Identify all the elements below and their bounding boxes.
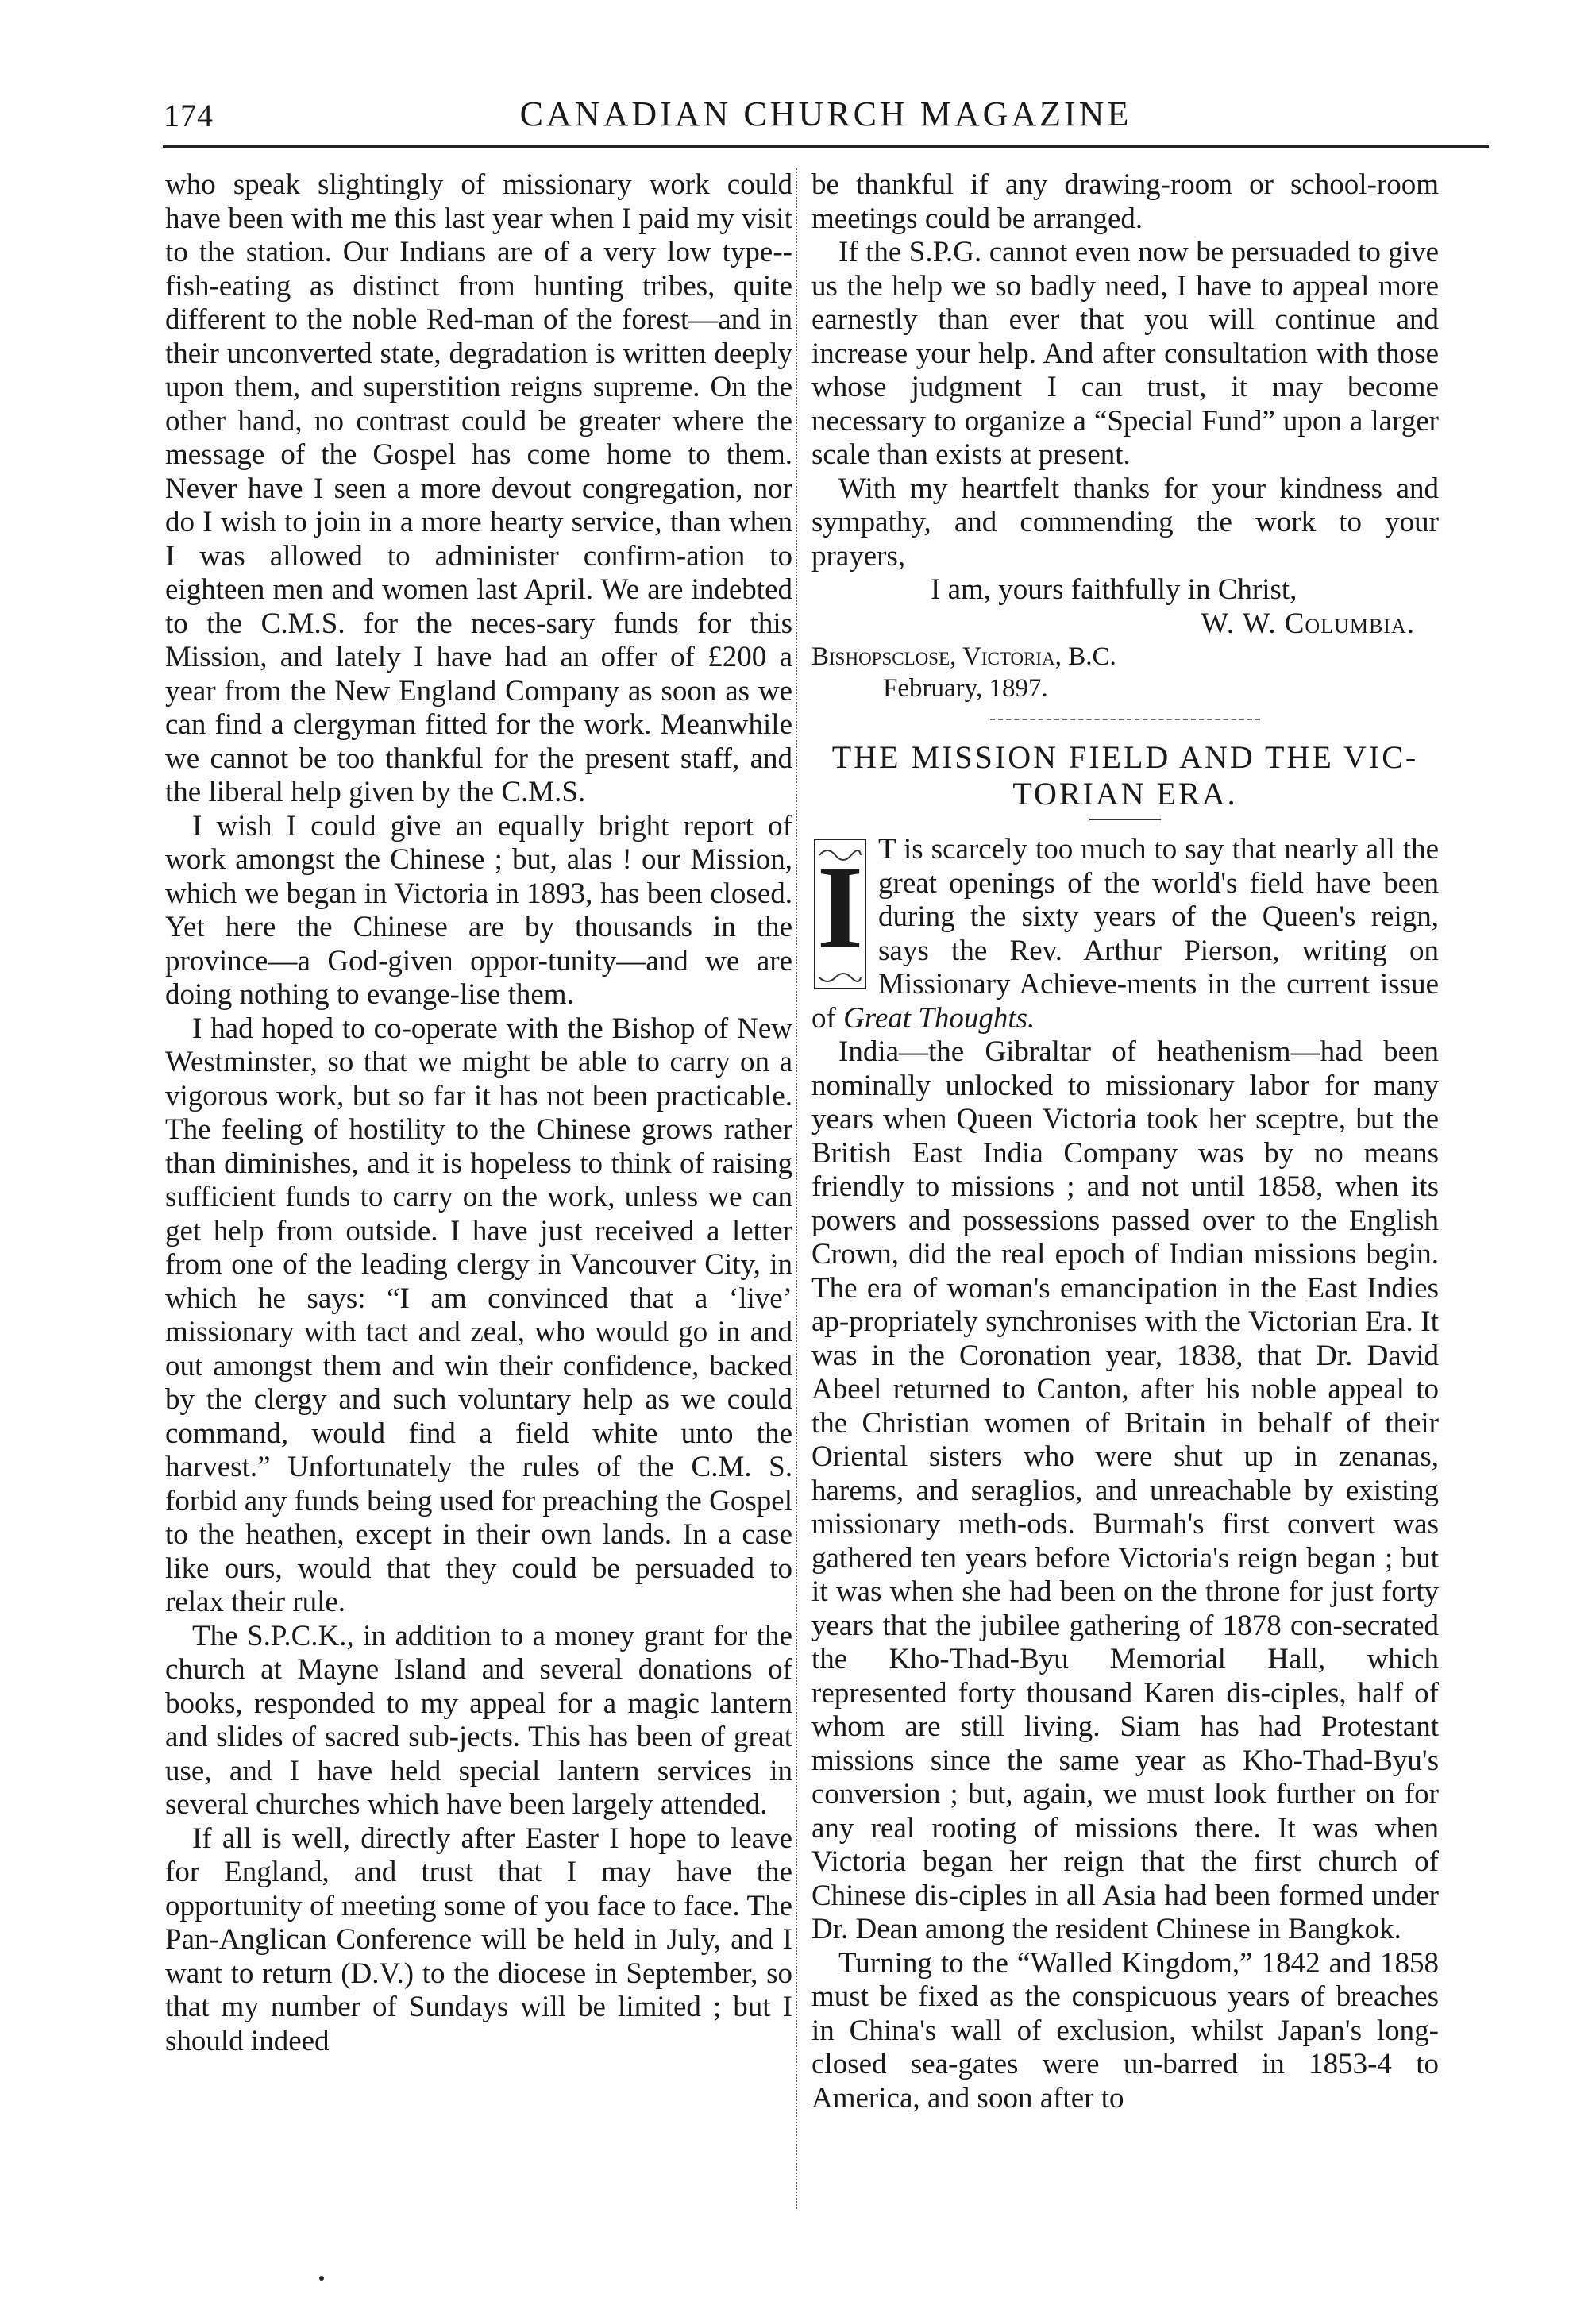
svg-text:I: I	[816, 842, 864, 974]
page-header	[159, 94, 1493, 141]
paragraph: India—the Gibraltar of heathenism—had been nominally unlocked to missionary labor for many years when Queen Victoria took her sceptre, but the British East India Company was by no means friendly to missions ; and not until 1858, when its powers and possessions passed over to the English Crown, did the real epoch of Indian missions begin. The era of woman's emancipation in the East Indies ap-propriately synchronises with the Victorian Era. It was in the Coronation year, 1838, that Dr. David Abeel returned to Canton, after his noble appeal to the Christian women of Britain in behalf of their Oriental sisters who were shut up in zenanas, harems, and seraglios, and unreachable by existing missionary meth-ods. Burmah's first convert was gathered ten years before Victoria's reign began ; but it was when she had been on the throne for just forty years that the jubilee gathering of 1878 con-secrated the Kho-Thad-Byu Memorial Hall, which represented forty thousand Karen dis-ciples, half of whom are still living. Siam has had Protestant missions since the same year as Kho-Thad-Byu's conversion ; but, again, we must look further on for any real rooting of missions there. It was when Victoria began her reign that the first church of Chinese dis-ciples in all Asia had been formed under Dr. Dean among the resident Chinese in Bangkok.	[811, 1035, 1439, 1945]
paragraph: With my heartfelt thanks for your kindness and sympathy, and commending the work to your prayers,	[811, 472, 1439, 573]
paragraph: be thankful if any drawing-room or school-room meetings could be arranged.	[811, 168, 1439, 235]
section-divider	[990, 719, 1260, 720]
dateline-date: February, 1897.	[883, 674, 1048, 703]
running-title: CANADIAN CHURCH MAGAZINE	[519, 94, 1132, 133]
title-rule	[1089, 819, 1161, 820]
header-rule	[163, 145, 1489, 148]
page-speck	[319, 2276, 324, 2281]
publication-title: Great Thoughts.	[843, 1001, 1035, 1035]
article-opening-paragraph	[811, 833, 1439, 1035]
signature: W. W. Columbia.	[1201, 607, 1415, 640]
paragraph: If the S.P.G. cannot even now be persuaded to give us the help we so badly need, I have to appeal more earnestly than ever that you will continue and increase your help. And after consultation with those whose judgment I can trust, it may become necessary to organize a “Special Fund” upon a larger scale than exists at present.	[811, 236, 1439, 471]
paragraph: who speak slightingly of missionary work could have been with me this last year when I paid my visit to the station. Our Indians are of a very low type--fish-eating as distinct from hunting tribes, quite different to the noble Red-man of the forest—and in their unconverted state, degradation is written deeply upon them, and superstition reigns supreme. On the other hand, no contrast could be greater where the message of the Gospel has come home to them. Never have I seen a more devout congregation, nor do I wish to join in a more hearty service, than when I was allowed to administer confirm-ation to eighteen men and women last April. We are indebted to the C.M.S. for the neces-sary funds for this Mission, and lately I have had an offer of £200 a year from the New England Company as soon as we can find a clergyman fitted for the work. Meanwhile we cannot be too thankful for the present staff, and the liberal help given by the C.M.S.	[165, 168, 792, 808]
decorative-dropcap-icon	[811, 836, 869, 992]
page-number: 174	[164, 98, 214, 133]
letter-closing: I am, yours faithfully in Christ,	[931, 573, 1297, 606]
paragraph: If all is well, directly after Easter I hope to leave for England, and trust that I may have the opportunity of meeting some of you face to face. The Pan-Anglican Conference will be held in July, and I want to return (D.V.) to the diocese in September, so that my number of Sundays will be limited ; but I should indeed	[165, 1822, 792, 2057]
left-column	[165, 168, 792, 2058]
paragraph: I had hoped to co-operate with the Bishop of New Westminster, so that we might be able to carry on a vigorous work, but so far it has not been practicable. The feeling of hostility to the Chinese grows rather than diminishes, and it is hopeless to think of raising sufficient funds to carry on the work, unless we can get help from outside. I have just received a letter from one of the leading clergy in Vancouver City, in which he says: “I am convinced that a ‘live’ missionary with tact and zeal, who would go in and out amongst them and win their confidence, backed by the clergy and such voluntary help as we could command, would find a field white unto the harvest.” Unfortunately the rules of the C.M. S. forbid any funds being used for preaching the Gospel to the heathen, except in their own lands. In a case like ours, would that they could be persuaded to relax their rule.	[165, 1012, 792, 1618]
paragraph: I wish I could give an equally bright report of work amongst the Chinese ; but, alas ! our Mission, which we began in Victoria in 1893, has been closed. Yet here the Chinese are by thousands in the province—a God-given oppor-tunity—and we are doing nothing to evange-lise them.	[165, 809, 792, 1011]
column-divider	[796, 168, 797, 2209]
article-title-line: TORIAN ERA.	[1012, 776, 1238, 812]
right-column	[811, 168, 1439, 2115]
paragraph: The S.P.C.K., in addition to a money grant for the church at Mayne Island and several donations of books, responded to my appeal for a magic lantern and slides of sacred sub-jects. This has been of great use, and I have held special lantern services in several churches which have been largely attended.	[165, 1619, 792, 1821]
article-title	[811, 739, 1439, 812]
dateline-place: Bishopsclose, Victoria, B.C.	[811, 642, 1116, 671]
paragraph-text: T is scarcely too much to say that nearly all the great openings of the world's field have been during the sixty years of the Queen's reign, says the Rev. Arthur Pierson, writing on Missionary Achieve-ments in the current issue of	[811, 833, 1439, 1035]
article-title-line: THE MISSION FIELD AND THE VIC-	[831, 739, 1419, 775]
paragraph: Turning to the “Walled Kingdom,” 1842 and 1858 must be fixed as the conspicuous years of breaches in China's wall of exclusion, whilst Japan's long-closed sea-gates were un-barred in 1853-4 to America, and soon after to	[811, 1946, 1439, 2115]
